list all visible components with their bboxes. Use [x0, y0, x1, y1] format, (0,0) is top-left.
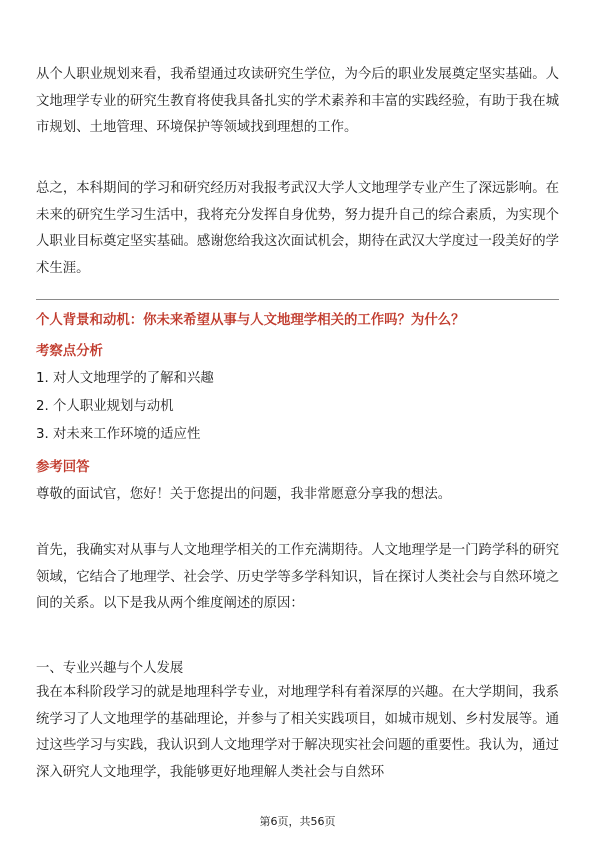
- answer-heading: 参考回答: [36, 460, 90, 475]
- analysis-heading: 考察点分析: [36, 344, 103, 359]
- subheading-interest: 一、专业兴趣与个人发展: [36, 661, 184, 676]
- paragraph-career-plan: 从个人职业规划来看，我希望通过攻读研究生学位，为今后的职业发展奠定坚实基础。人文地理学专业的研究生教育将使我具备扎实的学术素养和丰富的实践经验，有助于我在城市规划、土地管理、环境保护等领域找到理想的工作。: [36, 67, 559, 135]
- analysis-point-2: 2. 个人职业规划与动机: [36, 399, 174, 414]
- question-title: 个人背景和动机：你未来希望从事与人文地理学相关的工作吗？为什么？: [36, 313, 465, 328]
- analysis-point-3: 3. 对未来工作环境的适应性: [36, 427, 201, 442]
- analysis-point-1: 1. 对人文地理学的了解和兴趣: [36, 371, 214, 386]
- answer-greeting: 尊敬的面试官，您好！关于您提出的问题，我非常愿意分享我的想法。: [36, 487, 452, 502]
- paragraph-conclusion: 总之，本科期间的学习和研究经历对我报考武汉大学人文地理学专业产生了深远影响。在未来的研究生学习生活中，我将充分发挥自身优势，努力提升自己的综合素质，为实现个人职业目标奠定坚实基础。感谢您给我这次面试机会，期待在武汉大学度过一段美好的学术生涯。: [36, 181, 559, 276]
- section-divider: [36, 299, 559, 300]
- page-footer: 第6页，共56页: [259, 815, 336, 828]
- paragraph-first-reason: 首先，我确实对从事与人文地理学相关的工作充满期待。人文地理学是一门跨学科的研究领域，它结合了地理学、社会学、历史学等多学科知识，旨在探讨人类社会与自然环境之间的关系。以下是我从两个维度阐述的原因：: [36, 543, 559, 611]
- paragraph-interest: 我在本科阶段学习的就是地理科学专业，对地理学科有着深厚的兴趣。在大学期间，我系统学习了人文地理学的基础理论，并参与了相关实践项目，如城市规划、乡村发展等。通过这些学习与实践，我认识到人文地理学对于解决现实社会问题的重要性。我认为，通过深入研究人文地理学，我能够更好地理解人类社会与自然环: [36, 685, 559, 780]
